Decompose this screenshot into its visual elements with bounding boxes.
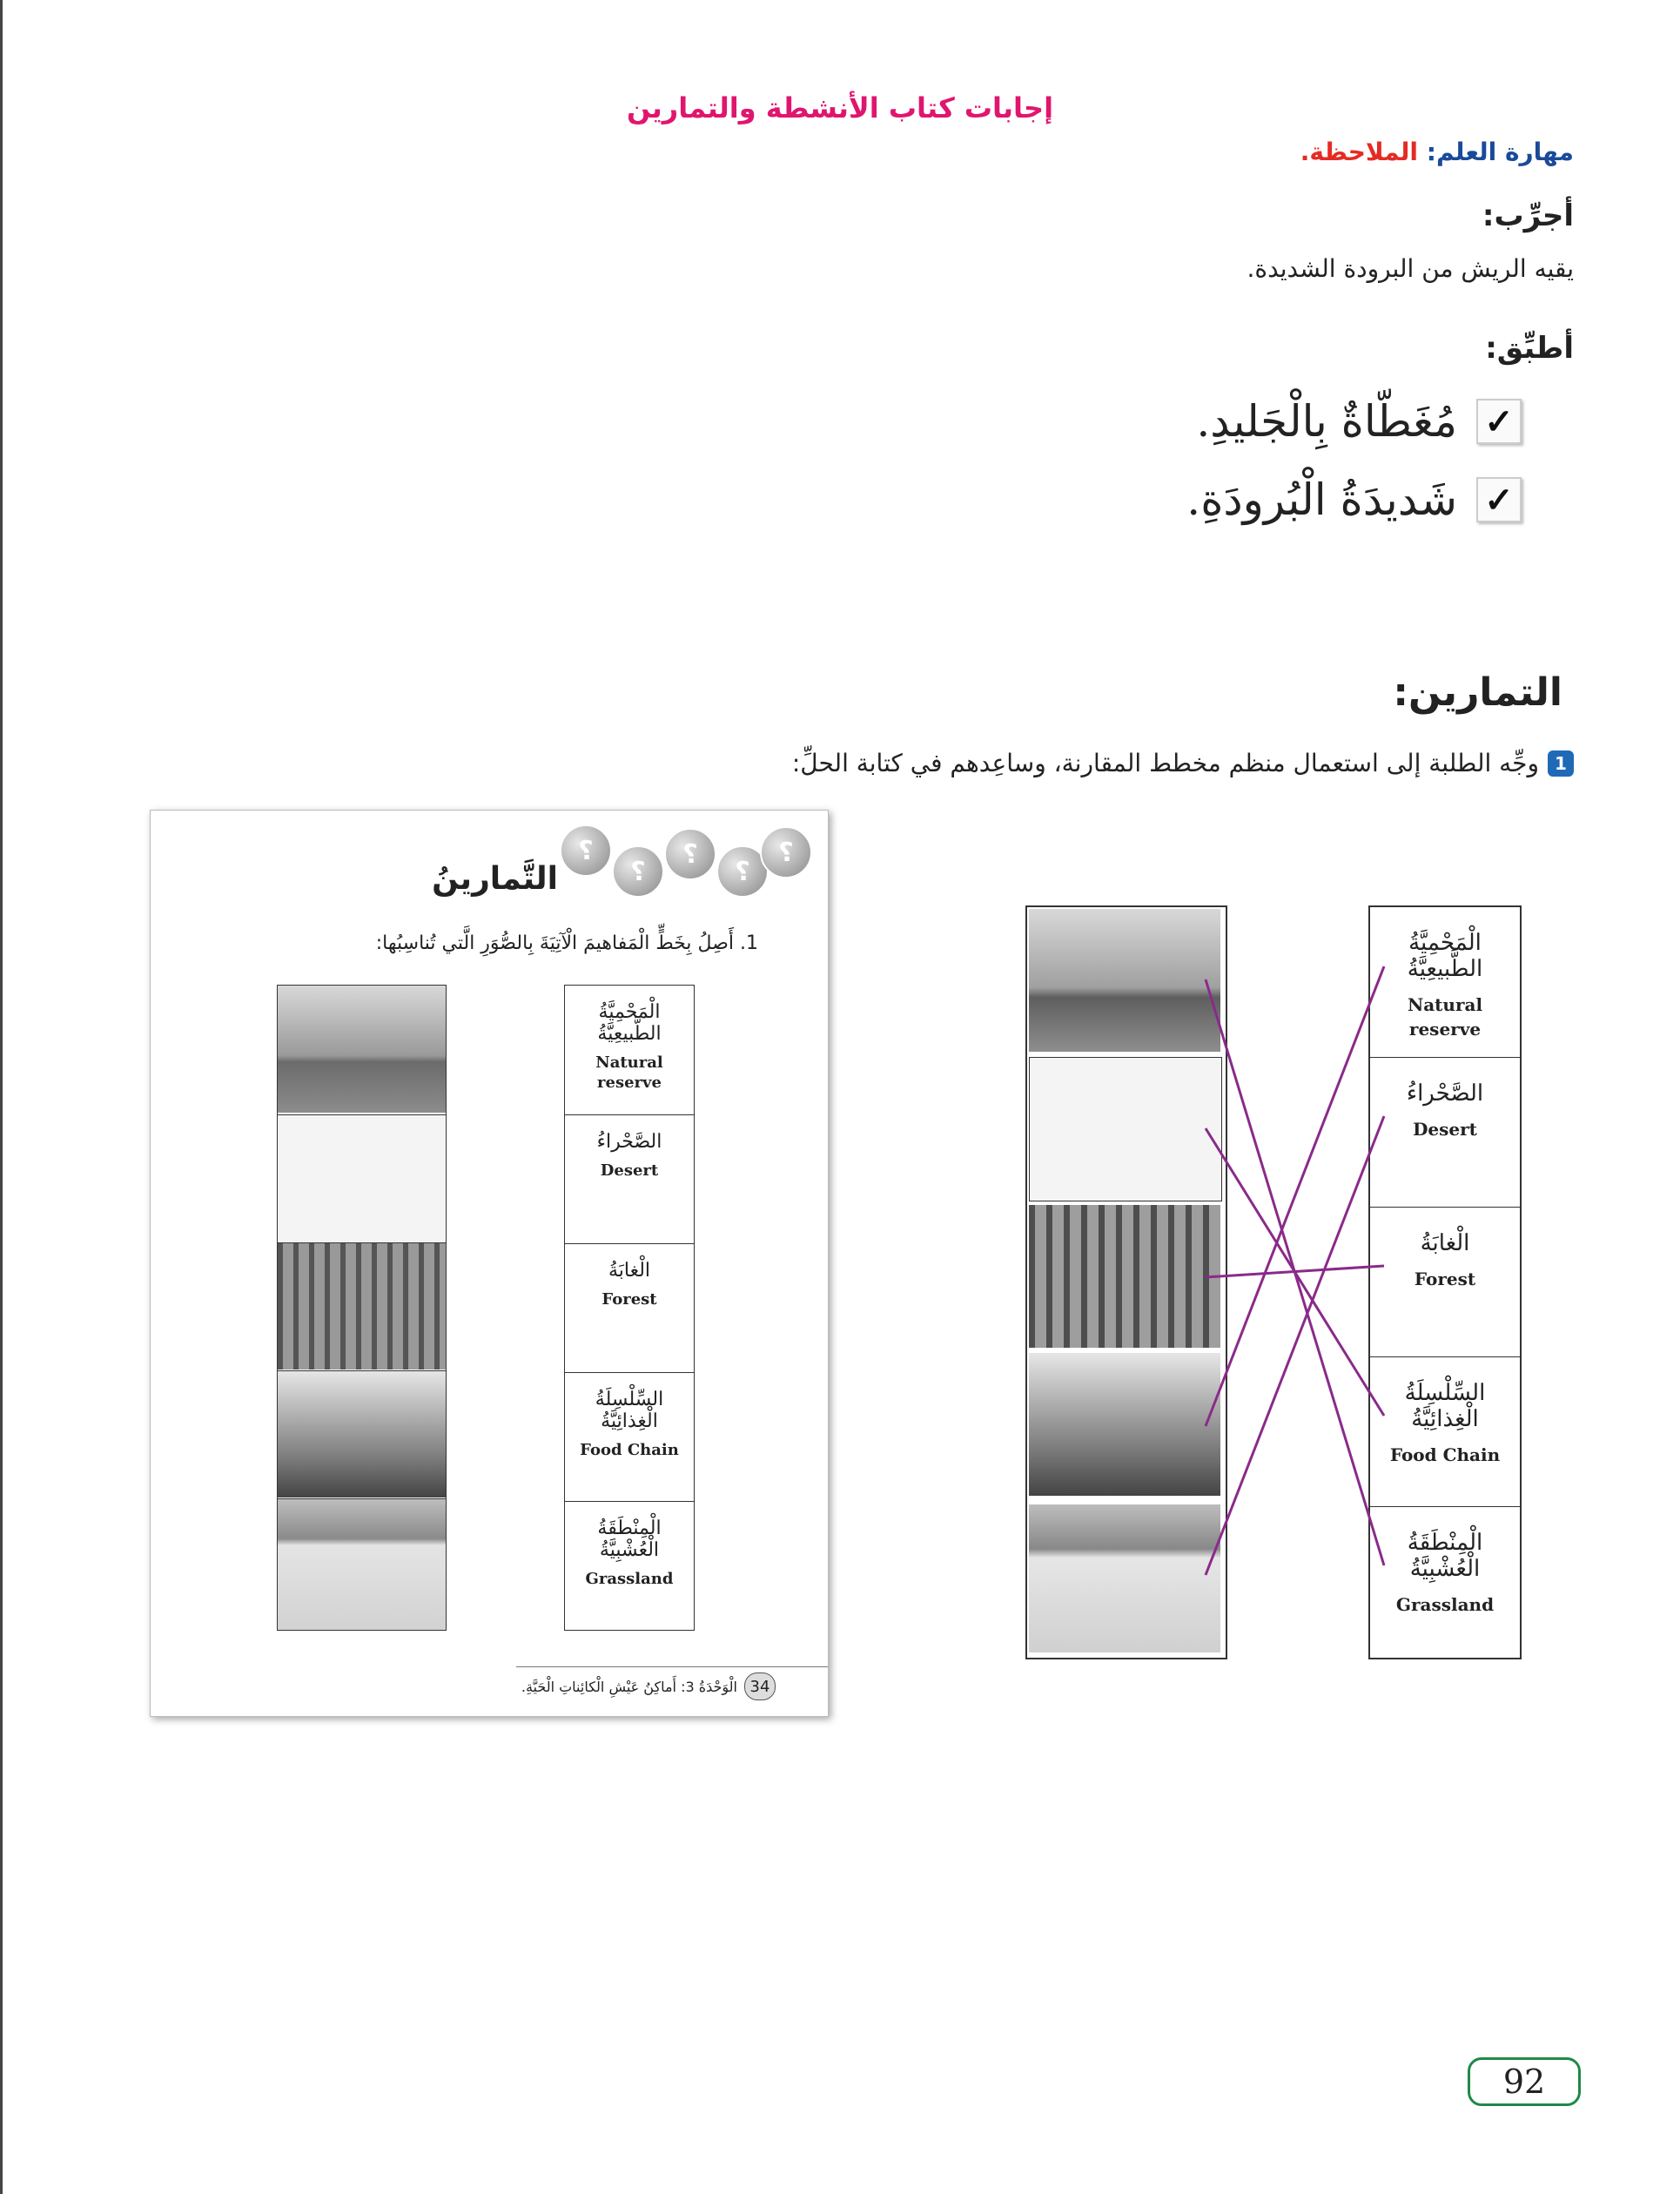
concept-english: Forest [601, 1290, 657, 1309]
thumbnail-page-number: 34 [744, 1672, 776, 1700]
match-line [1206, 966, 1384, 1426]
concept-english-line2: reserve [597, 1073, 662, 1092]
question-bulb-icon: ؟ [664, 828, 716, 880]
try-answer: يقيه الريش من البرودة الشديدة. [1247, 254, 1574, 283]
concept-english: Grassland [1395, 1594, 1495, 1615]
concept-english-line2: reserve [1408, 1019, 1482, 1040]
page-number: 92 [1468, 2057, 1581, 2106]
thumbnail-unit-text: الْوَحْدَةُ 3: أَماكِنُ عَيْشِ الْكائِناتِ الْحَيَّةِ. [521, 1678, 737, 1695]
concept-arabic: الصَّحْراءُ [1406, 1080, 1484, 1107]
concept-english: Natural [595, 1053, 663, 1072]
concept-arabic: الْمَحْمِيَّةُ الطَّبيعِيَّةُ [597, 1001, 662, 1045]
concept-english: Desert [1413, 1119, 1477, 1140]
skill-value: الملاحظة. [1300, 138, 1419, 166]
concept-arabic: الصَّحْراءُ [596, 1131, 662, 1153]
concept-arabic: الْمَحْمِيَّةُ الطَّبيعِيَّةُ [1407, 930, 1483, 982]
concept-english: Desert [600, 1161, 659, 1180]
concept-arabic: الْمِنْطَقَةُ الْعُشْبِيَّةُ [597, 1518, 662, 1561]
question-bulb-icon: ؟ [560, 824, 612, 877]
concept-arabic: الْغابَةُ [1420, 1230, 1470, 1256]
concept-english: Natural [1407, 994, 1483, 1015]
concept-english: Forest [1414, 1269, 1476, 1289]
try-heading: أجرِّب: [1482, 199, 1574, 233]
question-bulb-icon: ؟ [716, 845, 769, 898]
match-line [1206, 979, 1384, 1565]
skill-label: مهارة العلم: [1426, 138, 1574, 166]
question-bulb-icon: ؟ [760, 826, 812, 878]
exercises-heading: التمارين: [1393, 670, 1562, 715]
apply-check-text: مُغَطّاةٌ بِالْجَليدِ. [1196, 396, 1457, 447]
concept-english: Food Chain [580, 1441, 679, 1459]
concept-english: Food Chain [1389, 1444, 1501, 1465]
checkmark-icon: ✓ [1476, 477, 1522, 522]
concept-english: Grassland [585, 1570, 674, 1588]
checkmark-icon: ✓ [1476, 399, 1522, 444]
apply-check-text: شَديدَةُ الْبُرودَةِ. [1186, 474, 1457, 525]
exercise-number-badge: 1 [1548, 750, 1574, 777]
instruction-text: وجِّه الطلبة إلى استعمال منظم مخطط المقارنة، وساعِدهم في كتابة الحلِّ: [791, 749, 1539, 777]
thumbnail-question: 1. أَصِلُ بِخَطٍّ الْمَفاهيمَ الْآتِيَةَ بِالصُّوَرِ الَّتي تُناسِبُها: [375, 932, 758, 954]
concept-arabic: السِّلْسِلَةُ الْغِذائِيَّةُ [1404, 1380, 1486, 1432]
apply-heading: أطبِّق: [1485, 331, 1574, 366]
match-line [1206, 1116, 1384, 1575]
question-bulb-icon: ؟ [612, 845, 664, 898]
thumbnail-title: التَّمارينُ [432, 861, 558, 897]
concept-arabic: الْغابَةُ [608, 1260, 651, 1282]
header-title: إجابات كتاب الأنشطة والتمارين [626, 91, 1054, 125]
concept-arabic: الْمِنْطَقَةُ الْعُشْبِيَّةُ [1407, 1530, 1483, 1582]
concept-arabic: السِّلْسِلَةُ الْغِذائِيَّةُ [595, 1389, 664, 1432]
